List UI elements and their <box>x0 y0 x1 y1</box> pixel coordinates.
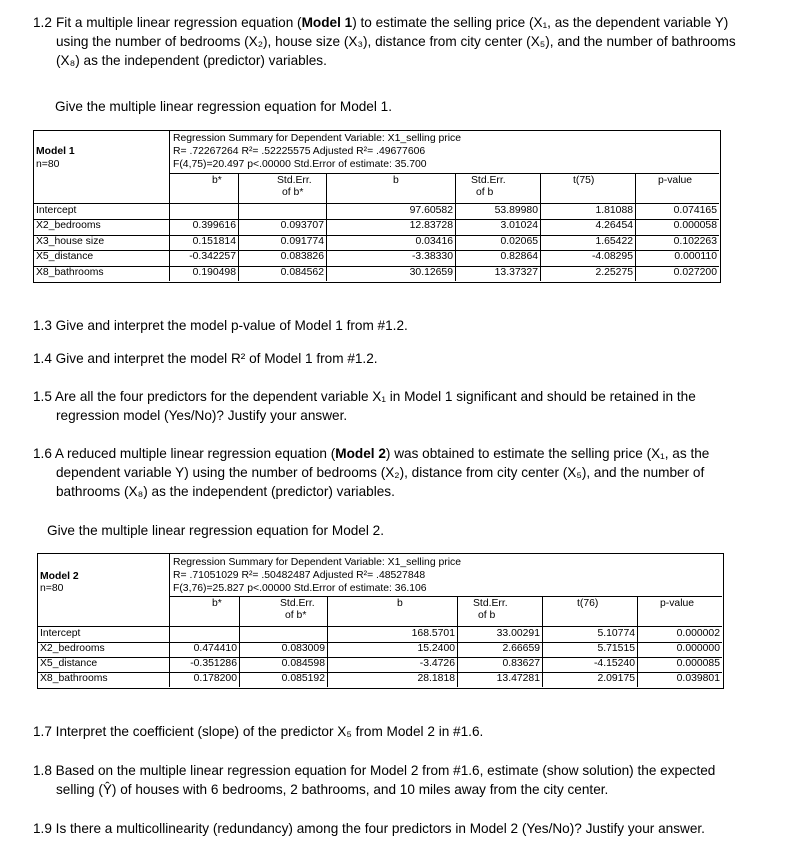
header-bstar: b* <box>212 598 222 609</box>
cell-bstar: 0.474410 <box>193 643 237 654</box>
cell-p: 0.000000 <box>676 643 720 654</box>
cell-t: 5.10774 <box>597 628 635 639</box>
cell-t: -4.15240 <box>593 658 635 669</box>
question-1-4: 1.4 Give and interpret the model R² of Model 1 from #1.2. <box>33 351 378 366</box>
header-stderr-bstar-2: of b* <box>285 610 307 621</box>
cell-p: 0.000110 <box>674 251 717 263</box>
cell-bstar: 0.178200 <box>193 673 237 684</box>
summary-r: R= .71051029 R²= .50482487 Adjusted R²= .48527848 <box>173 570 426 581</box>
cell-b: 12.83728 <box>409 220 453 232</box>
model-1-table <box>33 130 720 282</box>
header-b: b <box>393 175 399 186</box>
cell-p: 0.000058 <box>673 220 717 232</box>
header-b: b <box>397 598 403 609</box>
cell-stderr-b: 33.00291 <box>496 628 540 639</box>
cell-p: 0.074165 <box>673 205 717 216</box>
row-name: X3_house size <box>36 235 105 247</box>
header-p: p-value <box>660 598 695 609</box>
cell-stderr-b: 0.83627 <box>502 658 540 669</box>
cell-p: 0.102263 <box>673 235 717 247</box>
cell-b: 0.03416 <box>415 235 453 247</box>
cell-p: 0.039801 <box>676 673 720 684</box>
cell-t: 1.81088 <box>595 205 633 216</box>
header-stderr-b-2: of b <box>476 187 494 198</box>
summary-f: F(4,75)=20.497 p<.00000 Std.Error of estimate: 35.700 <box>173 159 427 170</box>
summary-title: Regression Summary for Dependent Variable: X1_selling price <box>173 133 462 144</box>
summary-r: R= .72267264 R²= .52225575 Adjusted R²= .49677606 <box>173 146 426 157</box>
question-line-2: dependent variable Y) using the number of bedrooms (X₂), distance from city center (X₅), and the number of <box>56 465 705 480</box>
row-name: X2_bedrooms <box>36 220 101 232</box>
cell-stderr-b: 13.37327 <box>494 266 538 278</box>
cell-stderr-b: 3.01024 <box>500 220 538 232</box>
question-line-1: 1.6 A reduced multiple linear regression equation (Model 2) was obtained to estimate the selling price (X₁, as the <box>33 446 710 461</box>
question-line-2: selling (Ŷ) of houses with 6 bedrooms, 2 bathrooms, and 10 miles away from the city center. <box>56 782 609 797</box>
cell-bstar: 0.399616 <box>192 220 236 232</box>
cell-b: -3.38330 <box>411 251 453 263</box>
cell-b: 168.5701 <box>411 628 455 639</box>
cell-stderr-bstar: 0.091774 <box>280 235 324 247</box>
header-stderr-bstar-2: of b* <box>282 187 304 198</box>
cell-stderr-b: 53.89980 <box>494 205 538 216</box>
question-number: 1.2 <box>33 15 52 30</box>
cell-t: 1.65422 <box>595 235 633 247</box>
row-name: X5_distance <box>40 658 98 669</box>
question-line-1: 1.8 Based on the multiple linear regression equation for Model 2 from #1.6, estimate (show solution) the expected <box>33 763 716 778</box>
cell-b: -3.4726 <box>419 658 455 669</box>
cell-p: 0.027200 <box>673 266 717 278</box>
question-1-7: 1.7 Interpret the coefficient (slope) of the predictor X₅ from Model 2 in #1.6. <box>33 724 484 739</box>
cell-stderr-b: 0.82864 <box>500 251 538 263</box>
cell-t: 2.25275 <box>595 266 633 278</box>
model-label: Model 1 <box>36 146 75 157</box>
cell-b: 97.60582 <box>409 205 453 216</box>
cell-bstar: -0.342257 <box>189 251 236 263</box>
cell-p: 0.000002 <box>676 628 720 639</box>
question-line-3: bathrooms (X₈) as the independent (predictor) variables. <box>56 484 395 499</box>
question-line-2: regression model (Yes/No)? Justify your answer. <box>56 408 348 423</box>
cell-b: 28.1818 <box>417 673 455 684</box>
cell-stderr-b: 0.02065 <box>500 235 538 247</box>
question-line-1: Fit a multiple linear regression equation (Model 1) to estimate the selling price (X₁, as the dependent variable Y) <box>56 15 729 30</box>
row-name: X8_bathrooms <box>36 266 104 278</box>
model-2-table <box>37 553 723 688</box>
row-name: X5_distance <box>36 251 94 263</box>
summary-f: F(3,76)=25.827 p<.00000 Std.Error of estimate: 36.106 <box>173 583 427 594</box>
summary-title: Regression Summary for Dependent Variable: X1_selling price <box>173 557 462 568</box>
header-stderr-bstar: Std.Err. <box>280 598 315 609</box>
row-name: Intercept <box>36 205 77 216</box>
prompt-model-1: Give the multiple linear regression equation for Model 1. <box>55 99 393 114</box>
header-p: p-value <box>658 175 693 186</box>
header-stderr-b-2: of b <box>478 610 496 621</box>
header-t: t(76) <box>577 598 599 609</box>
question-line-3: (X₈) as the independent (predictor) variables. <box>56 53 327 68</box>
question-1-3: 1.3 Give and interpret the model p-value of Model 1 from #1.2. <box>33 318 408 333</box>
row-name: X2_bedrooms <box>40 643 105 654</box>
cell-b: 15.2400 <box>417 643 455 654</box>
cell-bstar: 0.190498 <box>192 266 236 278</box>
question-line-2: using the number of bedrooms (X₂), house size (X₃), distance from city center (X₅), and the number of bathrooms <box>56 34 736 49</box>
cell-bstar: 0.151814 <box>192 235 236 247</box>
row-name: Intercept <box>40 628 81 639</box>
question-1-9: 1.9 Is there a multicollinearity (redundancy) among the four predictors in Model 2 (Yes/No)? Justify your answer. <box>33 821 705 836</box>
cell-stderr-b: 13.47281 <box>496 673 540 684</box>
cell-stderr-bstar: 0.085192 <box>281 673 325 684</box>
cell-t: 2.09175 <box>597 673 635 684</box>
cell-t: -4.08295 <box>591 251 633 263</box>
cell-b: 30.12659 <box>409 266 453 278</box>
header-bstar: b* <box>212 175 222 186</box>
model-label: Model 2 <box>40 571 79 582</box>
question-line-1: 1.5 Are all the four predictors for the dependent variable X₁ in Model 1 significant and should be retained in the <box>33 389 696 404</box>
model-n: n=80 <box>40 583 64 594</box>
cell-stderr-bstar: 0.084598 <box>281 658 325 669</box>
header-stderr-b: Std.Err. <box>473 598 508 609</box>
row-name: X8_bathrooms <box>40 673 108 684</box>
cell-t: 4.26454 <box>595 220 633 232</box>
header-stderr-bstar: Std.Err. <box>277 175 312 186</box>
header-stderr-b: Std.Err. <box>471 175 506 186</box>
cell-stderr-bstar: 0.093707 <box>280 220 324 232</box>
cell-bstar: -0.351286 <box>190 658 237 669</box>
cell-stderr-bstar: 0.084562 <box>280 266 324 278</box>
cell-stderr-b: 2.66659 <box>502 643 540 654</box>
model-n: n=80 <box>36 159 60 170</box>
cell-stderr-bstar: 0.083009 <box>281 643 325 654</box>
prompt-model-2: Give the multiple linear regression equation for Model 2. <box>47 523 385 538</box>
header-t: t(75) <box>573 175 595 186</box>
cell-t: 5.71515 <box>597 643 635 654</box>
cell-p: 0.000085 <box>676 658 720 669</box>
cell-stderr-bstar: 0.083826 <box>280 251 324 263</box>
